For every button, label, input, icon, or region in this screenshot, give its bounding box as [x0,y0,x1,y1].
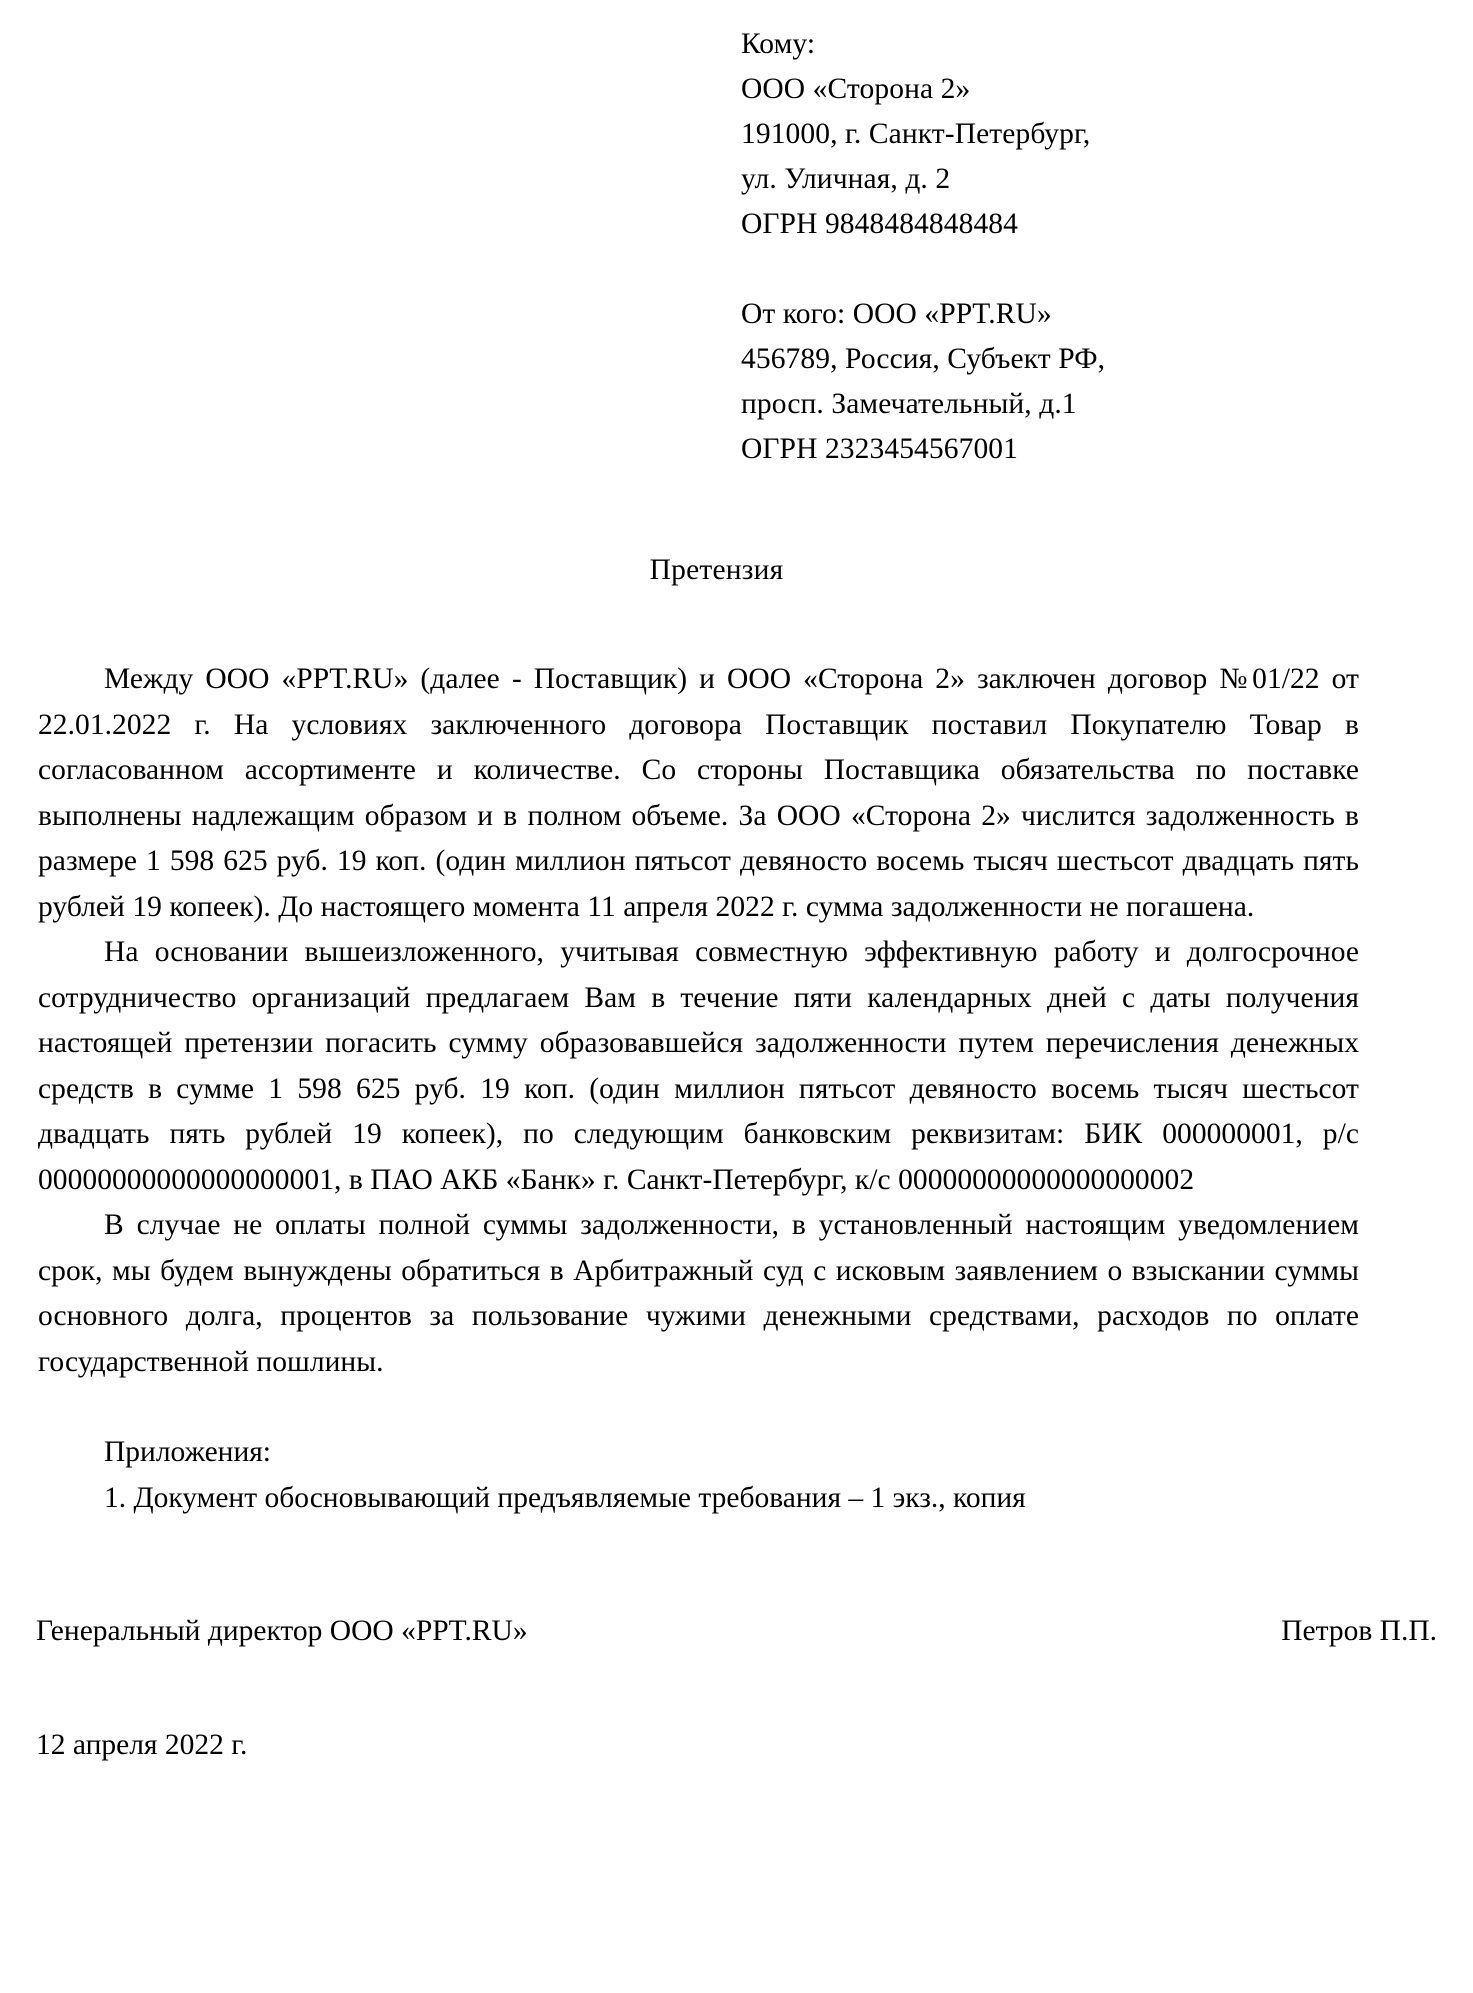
document-date: 12 апреля 2022 г. [36,1728,248,1761]
sender-address-line-1: 456789, Россия, Субъект РФ, [741,343,1106,375]
page-title: Претензия [649,554,784,586]
signature-row [0,1609,1473,1655]
signatory-name: Петров П.П. [1281,1615,1437,1647]
recipient-label: Кому: [741,28,816,60]
attachments-heading: Приложения: [104,1436,272,1468]
document-body [0,657,1397,1385]
body-paragraph-1: Между ООО «PPT.RU» (далее - Поставщик) и ООО «Сторона 2» заключен договор №01/22 от 22.01.2022 г. На условиях заключенного договора Поставщик поставил Покупателю Товар в согласованном ассортименте и количестве. Со стороны Поставщика обязательства по поставке выполнены надлежащим образом и в полном объеме. За ООО «Сторона 2» числится задолженность в размере 1 598 625 руб. 19 коп. (один миллион пятьсот девяносто восемь тысяч шестьсот двадцать пять рублей 19 копеек). До настоящего момента 11 апреля 2022 г. сумма задолженности не погашена. [38,663,1359,923]
address-header [741,0,1473,472]
header-spacer [741,247,1473,292]
recipient-address-line-1: 191000, г. Санкт-Петербург, [741,118,1091,150]
attachments-section [0,1430,1473,1521]
sender-address-line-2: просп. Замечательный, д.1 [741,388,1077,420]
recipient-block [741,22,1473,247]
signatory-position: Генеральный директор ООО «PPT.RU» [36,1615,528,1647]
body-paragraph-3: В случае не оплаты полной суммы задолженности, в установленный настоящим уведомлением срок, мы будем вынуждены обратиться в Арбитражный суд с исковым заявлением о взыскании суммы основного долга, процентов за пользование чужими денежными средствами, расходов по оплате государственной пошлины. [38,1209,1359,1378]
body-paragraph-2: На основании вышеизложенного, учитывая совместную эффективную работу и долгосрочное сотрудничество организаций предлагаем Вам в течение пяти календарных дней с даты получения настоящей претензии погасить сумму образовавшейся задолженности путем перечисления денежных средств в сумме 1 598 625 руб. 19 коп. (один миллион пятьсот девяносто восемь тысяч шестьсот двадцать пять рублей 19 копеек), по следующим банковским реквизитам: БИК 000000001, р/с 00000000000000000001, в ПАО АКБ «Банк» г. Санкт-Петербург, к/с 00000000000000000002 [38,936,1359,1196]
recipient-ogrn: ОГРН 9848484848484 [741,208,1018,240]
sender-label: От кого: ООО «PPT.RU» [741,298,1052,330]
recipient-organization: ООО «Сторона 2» [741,73,971,105]
sender-block [741,292,1473,472]
attachment-item-1: 1. Документ обосновывающий предъявляемые требования – 1 экз., копия [104,1481,1026,1514]
sender-ogrn: ОГРН 2323454567001 [741,433,1018,465]
recipient-address-line-2: ул. Уличная, д. 2 [741,163,951,195]
